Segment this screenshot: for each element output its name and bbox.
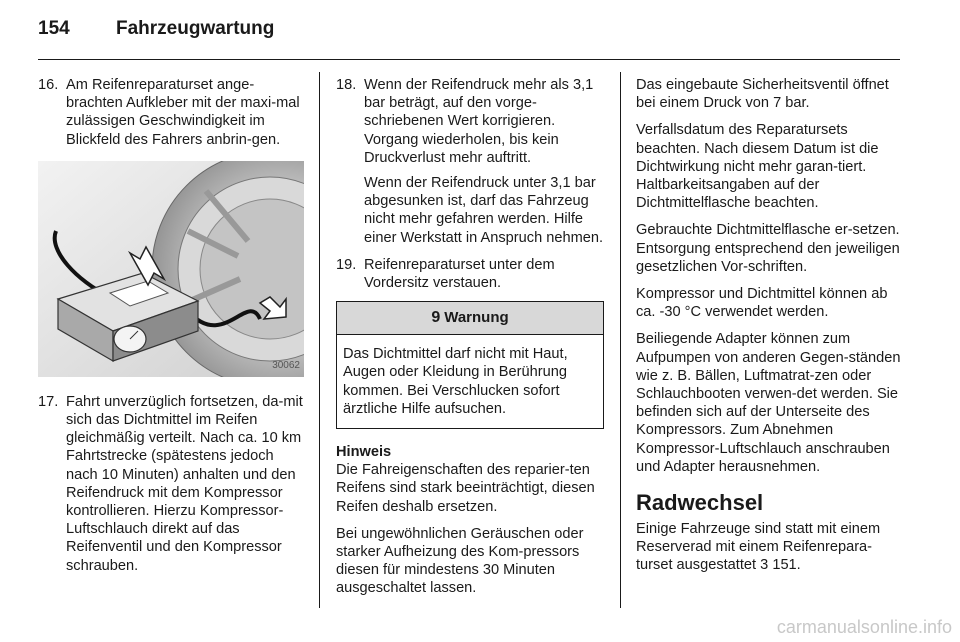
note-text-2: Bei ungewöhnlichen Geräuschen oder starker Aufheizung des Kom-pressors diesen für mindestens 30 Minuten ausgeschaltet lassen. — [336, 525, 584, 597]
step-16 — [38, 76, 304, 149]
paragraph: Gebrauchte Dichtmittelflasche er-setzen. Entsorgung entsprechend den jeweiligen gesetzlichen Vor-schriften. — [636, 222, 900, 275]
step-text: Fahrt unverzüglich fortsetzen, da-mit sich das Dichtmittel im Reifen gleichmäßig verteilt. Nach ca. 10 km Fahrtstrecke (spätestens jedoch nach 10 Minuten) anhalten und den Reifendruck mit dem Kompressor kontrollieren. Hierzu Kompressor-Luftschlauch direkt auf das Reifenventil und den Kompressor schrauben. — [66, 393, 303, 574]
page-title: Fahrzeugwartung — [116, 18, 275, 39]
step-18-continuation: Wenn der Reifendruck unter 3,1 bar abgesunken ist, darf das Fahrzeug nicht mehr gefahren werden. Hilfe einer Werkstatt in Anspruch nehmen. — [364, 175, 604, 246]
section-heading: Radwechsel — [636, 490, 764, 516]
cross-reference-icon: 3 — [760, 557, 769, 574]
cross-reference-page: 151. — [772, 557, 801, 574]
step-text: Am Reifenreparaturset ange-brachten Aufkleber mit der maxi-mal zulässigen Geschwindigkeit im Blickfeld des Fahrers anbrin-gen. — [66, 77, 300, 148]
step-text: Reifenreparaturset unter dem Vordersitz verstauen. — [364, 256, 555, 292]
paragraph: Das eingebaute Sicherheitsventil öffnet bei einem Druck von 7 bar. — [636, 77, 889, 112]
warning-box — [336, 301, 604, 429]
step-number: 19. — [336, 256, 357, 273]
paragraph — [636, 520, 908, 575]
watermark: carmanualsonline.info — [776, 617, 952, 637]
step-17 — [38, 393, 304, 575]
paragraph: Verfallsdatum des Reparatursets beachten. Nach diesem Datum ist die Dichtwirkung nicht mehr garan-tiert. Haltbarkeitsangaben auf der Dichtmittelflasche beachten. — [636, 122, 879, 212]
warning-text: Das Dichtmittel darf nicht mit Haut, Augen oder Kleidung in Berührung kommen. Bei Verschlucken sofort ärztliche Hilfe aufsuchen. — [343, 346, 568, 417]
note-title: Hinweis — [336, 444, 392, 461]
warning-header — [337, 302, 603, 335]
column-3 — [636, 76, 908, 584]
warning-icon: 9 — [431, 309, 441, 327]
column-divider-1 — [319, 72, 320, 608]
step-text: Wenn der Reifendruck mehr als 3,1 bar beträgt, auf den vorge-schriebenen Wert korrigieren. Vorgang wiederholen, bis kein Druckverlust mehr auftritt. — [364, 77, 594, 166]
page-number: 154 — [38, 18, 70, 39]
header-rule — [38, 59, 900, 60]
tire-repair-kit-illustration — [38, 161, 304, 377]
step-number: 18. — [336, 77, 357, 93]
warning-title: Warnung — [444, 309, 509, 327]
paragraph: Beiliegende Adapter können zum Aufpumpen von anderen Gegen-ständen wie z. B. Bällen, Luftmatrat-zen oder Schlauchbooten verwen-det werden. Sie befinden sich auf der Unterseite des Kompressors. Zum Abnehmen Kompressor-Luftschlauch anschrauben und Adapter herausnehmen. — [636, 331, 901, 475]
page-header — [38, 18, 274, 48]
step-19 — [336, 256, 604, 292]
compressor-tire-drawing — [38, 161, 304, 377]
step-number: 17. — [38, 393, 59, 410]
figure-id: 30062 — [272, 359, 300, 371]
column-2 — [336, 76, 604, 607]
paragraph: Kompressor und Dichtmittel können ab ca. -30 °C verwendet werden. — [636, 286, 888, 321]
column-1 — [38, 76, 304, 584]
column-divider-2 — [620, 72, 621, 608]
step-18 — [336, 76, 604, 167]
paragraph-text: Einige Fahrzeuge sind statt mit einem Reserverad mit einem Reifenrepara-turset ausgestattet — [636, 521, 881, 574]
note-text: Die Fahreigenschaften des reparier-ten Reifens sind stark beeinträchtigt, diesen Reifen deshalb ersetzen. — [336, 462, 595, 515]
step-number: 16. — [38, 77, 59, 93]
